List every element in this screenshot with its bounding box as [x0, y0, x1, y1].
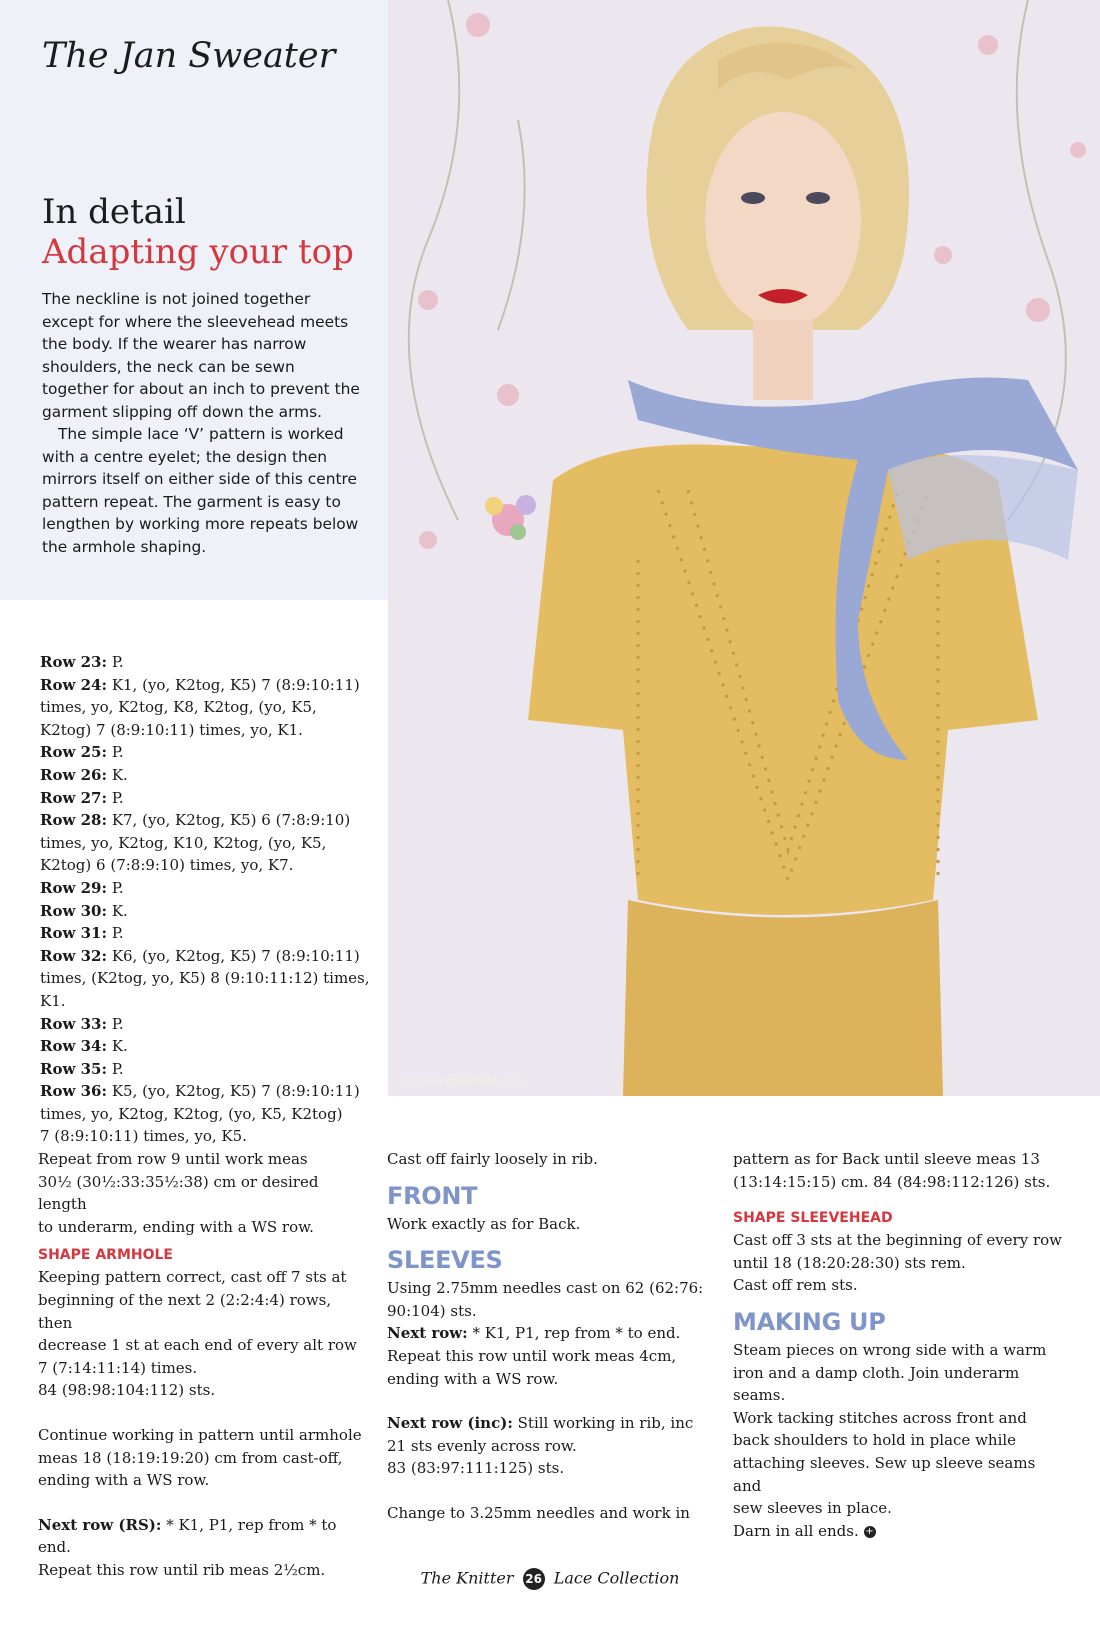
repeat-text: Repeat from row 9 until work meas 30½ (30½:33:35½:38) cm or desired length to underarm, ending with a WS row. [38, 1150, 319, 1236]
row-32: Row 32: K6, (yo, K2tog, K5) 7 (8:9:10:11) times, (K2tog, yo, K5) 8 (9:10:11:12) times, K1. [40, 946, 370, 1010]
next-row-inc-text: Next row (inc): Still working in rib, inc 21 sts evenly across row. 83 (83:97:111:125) sts. [387, 1414, 694, 1478]
row-29: Row 29: P. [40, 878, 124, 897]
photo-credit: © SUSAN CRAWFORD 2011 [398, 1078, 529, 1088]
row-30: Row 30: K. [40, 901, 128, 920]
row-33: Row 33: P. [40, 1014, 124, 1033]
front-text: Work exactly as for Back. [387, 1214, 581, 1233]
page-title: The Jan Sweater [42, 36, 336, 76]
row-24: Row 24: K1, (yo, K2tog, K5) 7 (8:9:10:11) times, yo, K2tog, K8, K2tog, (yo, K5, K2tog) 7 (8:9:10:11) times, yo, K1. [40, 675, 360, 739]
detail-body [42, 288, 360, 558]
column-2 [387, 1148, 717, 1525]
continue-text: Continue working in pattern until armhole meas 18 (18:19:19:20) cm from cast-off, ending with a WS row. [38, 1425, 362, 1490]
row-28: Row 28: K7, (yo, K2tog, K5) 6 (7:8:9:10) times, yo, K2tog, K10, K2tog, (yo, K5, K2tog) 6 (7:8:9:10) times, yo, K7. [40, 811, 351, 875]
detail-paragraph: The simple lace ‘V’ pattern is worked with a centre eyelet; the design then mirrors itself on either side of this centre pattern repeat. The garment is easy to lengthen by working more repeats below the armhole shaping. [42, 425, 359, 556]
cast-off-text: Cast off fairly loosely in rib. [387, 1150, 598, 1168]
making-up-heading: MAKING UP [733, 1307, 886, 1336]
row-34: Row 34: K. [40, 1037, 128, 1056]
shape-sleevehead-heading: SHAPE SLEEVEHEAD [733, 1210, 893, 1227]
sweater-rib [623, 900, 943, 1096]
column-1 [38, 1148, 368, 1582]
footer-magazine: The Knitter [420, 1568, 514, 1588]
making-up-text: Steam pieces on wrong side with a warm iron and a damp cloth. Join underarm seams. Work tacking stitches across front and back shoulders to hold in place while attaching sleeves. Sew up sleeve seams and sew sleeves in place. Darn in all ends. + [733, 1340, 1047, 1540]
shape-sleevehead-text: Cast off 3 sts at the beginning of every row until 18 (18:20:28:30) sts rem. Cast off rem sts. [733, 1231, 1063, 1295]
sleeve-pattern-text: pattern as for Back until sleeve meas 13 (13:14:15:15) cm. 84 (84:98:112:126) sts. [733, 1150, 1051, 1191]
row-27: Row 27: P. [40, 788, 124, 807]
end-mark-icon: + [865, 1525, 874, 1537]
row-23: Row 23: P. [40, 653, 124, 671]
model-photo [388, 0, 1100, 1096]
row-31: Row 31: P. [40, 924, 124, 943]
detail-subheading: Adapting your top [42, 232, 354, 272]
model-illustration [388, 0, 1100, 1096]
change-needles-text: Change to 3.25mm needles and work in [387, 1503, 690, 1522]
row-25: Row 25: P. [40, 743, 124, 762]
detail-heading: In detail [42, 192, 186, 232]
row-35: Row 35: P. [40, 1059, 124, 1078]
page-number: 26 [523, 1568, 545, 1590]
sleeves-text: Using 2.75mm needles cast on 62 (62:76: 90:104) sts. [387, 1279, 704, 1320]
neck [753, 320, 813, 400]
row-26: Row 26: K. [40, 765, 128, 784]
page-footer [0, 1568, 1100, 1590]
pattern-rows [40, 651, 380, 1148]
next-row-text: Next row: * K1, P1, rep from * to end. Repeat this row until work meas 4cm, ending with a WS row. [387, 1324, 681, 1388]
column-3 [733, 1148, 1063, 1542]
next-row-rs-text: Next row (RS): * K1, P1, rep from * to end. Repeat this row until rib meas 2½cm. [38, 1515, 337, 1579]
sleeves-heading: SLEEVES [387, 1246, 503, 1275]
detail-paragraph: The neckline is not joined together except for where the sleevehead meets the body. If the wearer has narrow shoulders, the neck can be sewn together for about an inch to prevent the garment slipping off down the arms. [42, 290, 360, 421]
footer-collection: Lace Collection [553, 1568, 680, 1588]
front-heading: FRONT [387, 1181, 478, 1210]
row-36: Row 36: K5, (yo, K2tog, K5) 7 (8:9:10:11) times, yo, K2tog, K2tog, (yo, K5, K2tog) 7 (8:9:10:11) times, yo, K5. [40, 1082, 360, 1146]
shape-armhole-heading: SHAPE ARMHOLE [38, 1247, 173, 1264]
shape-armhole-text: Keeping pattern correct, cast off 7 sts at beginning of the next 2 (2:2:4:4) rows, then decrease 1 st at each end of every alt row 7 (7:14:11:14) times. 84 (98:98:104:112) sts. [38, 1268, 357, 1400]
